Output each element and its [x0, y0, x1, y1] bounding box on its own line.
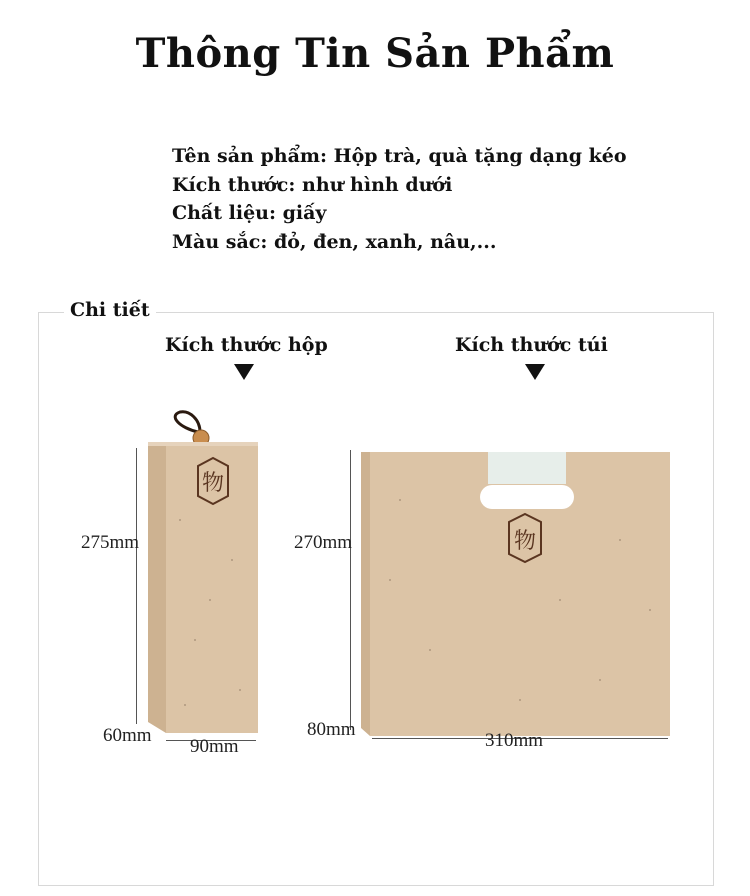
box-size-heading: Kích thước hộp — [165, 334, 328, 356]
product-material: Chất liệu: giấy — [172, 202, 327, 224]
bag-width-label: 310mm — [485, 730, 544, 751]
box-string-icon — [175, 412, 209, 446]
product-colors: Màu sắc: đỏ, đen, xanh, nâu,... — [172, 230, 497, 253]
svg-text:物: 物 — [201, 471, 225, 496]
svg-text:物: 物 — [513, 529, 537, 554]
bag-depth-label: 80mm — [307, 719, 356, 740]
page-title: Thông Tin Sản Phẩm — [135, 30, 615, 77]
tea-box-image — [148, 442, 258, 733]
product-size: Kích thước: như hình dưới — [172, 173, 453, 196]
box-width-label: 90mm — [190, 736, 239, 757]
box-height-line — [136, 448, 137, 724]
detail-label: Chi tiết — [64, 299, 156, 321]
bag-height-line — [350, 450, 351, 730]
bag-size-heading: Kích thước túi — [455, 334, 608, 356]
box-height-label: 275mm — [81, 532, 140, 553]
gift-bag-image — [361, 452, 670, 736]
bag-height-label: 270mm — [294, 532, 353, 553]
product-name: Tên sản phẩm: Hộp trà, quà tặng dạng kéo — [172, 145, 627, 167]
box-depth-label: 60mm — [103, 725, 152, 746]
